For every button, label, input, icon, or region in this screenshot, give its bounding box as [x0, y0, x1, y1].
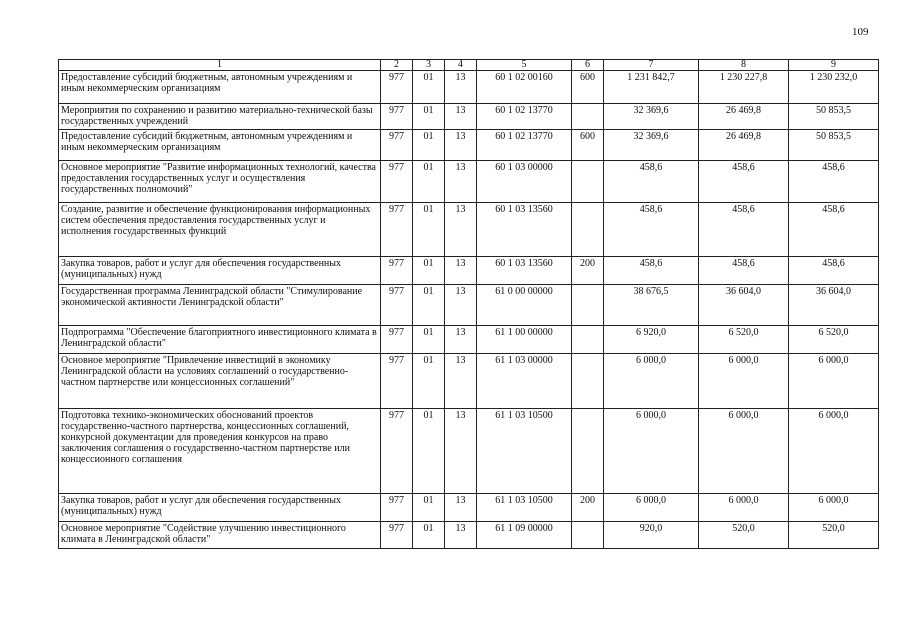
table-row [59, 285, 879, 326]
cell-section: 01 [413, 326, 445, 354]
cell-amount-8: 458,6 [699, 257, 789, 285]
cell-admin: 977 [381, 161, 413, 203]
cell-amount-9: 6 520,0 [789, 326, 879, 354]
cell-expense-type: 200 [572, 494, 604, 522]
cell-target-article: 61 1 09 00000 [477, 522, 572, 549]
cell-target-article: 61 0 00 00000 [477, 285, 572, 326]
cell-amount-9: 6 000,0 [789, 494, 879, 522]
column-header: 7 [604, 60, 699, 71]
cell-subsection: 13 [445, 104, 477, 130]
cell-admin: 977 [381, 257, 413, 285]
cell-amount-7: 458,6 [604, 203, 699, 257]
cell-amount-7: 6 000,0 [604, 354, 699, 409]
cell-section: 01 [413, 522, 445, 549]
cell-amount-9: 1 230 232,0 [789, 71, 879, 104]
table-row [59, 326, 879, 354]
cell-amount-9: 520,0 [789, 522, 879, 549]
column-header: 9 [789, 60, 879, 71]
table-row [59, 522, 879, 549]
row-name: Основное мероприятие "Развитие информационных технологий, качества предоставления государственных услуг и осуществления государственных полномочий" [59, 161, 381, 203]
cell-amount-7: 6 920,0 [604, 326, 699, 354]
cell-amount-8: 26 469,8 [699, 104, 789, 130]
cell-section: 01 [413, 71, 445, 104]
cell-expense-type: 600 [572, 130, 604, 161]
table-row [59, 130, 879, 161]
cell-admin: 977 [381, 326, 413, 354]
column-header: 5 [477, 60, 572, 71]
cell-admin: 977 [381, 203, 413, 257]
cell-subsection: 13 [445, 522, 477, 549]
cell-subsection: 13 [445, 71, 477, 104]
cell-amount-9: 6 000,0 [789, 409, 879, 494]
cell-amount-7: 32 369,6 [604, 130, 699, 161]
cell-amount-9: 458,6 [789, 257, 879, 285]
cell-target-article: 61 1 03 10500 [477, 494, 572, 522]
cell-amount-8: 6 000,0 [699, 409, 789, 494]
cell-section: 01 [413, 161, 445, 203]
table-row [59, 104, 879, 130]
column-header: 1 [59, 60, 381, 71]
row-name: Закупка товаров, работ и услуг для обеспечения государственных (муниципальных) нужд [59, 494, 381, 522]
cell-target-article: 61 1 00 00000 [477, 326, 572, 354]
cell-section: 01 [413, 494, 445, 522]
cell-target-article: 60 1 02 13770 [477, 104, 572, 130]
cell-expense-type [572, 409, 604, 494]
row-name: Основное мероприятие "Содействие улучшению инвестиционного климата в Ленинградской области" [59, 522, 381, 549]
table-row [59, 409, 879, 494]
cell-admin: 977 [381, 409, 413, 494]
column-header: 3 [413, 60, 445, 71]
cell-target-article: 60 1 03 13560 [477, 257, 572, 285]
column-header: 2 [381, 60, 413, 71]
cell-amount-9: 458,6 [789, 203, 879, 257]
cell-admin: 977 [381, 71, 413, 104]
cell-amount-8: 26 469,8 [699, 130, 789, 161]
budget-table [58, 59, 879, 549]
cell-amount-9: 6 000,0 [789, 354, 879, 409]
cell-amount-8: 6 520,0 [699, 326, 789, 354]
row-name: Предоставление субсидий бюджетным, автономным учреждениям и иным некоммерческим организациям [59, 130, 381, 161]
cell-section: 01 [413, 257, 445, 285]
cell-amount-8: 6 000,0 [699, 354, 789, 409]
cell-target-article: 60 1 03 00000 [477, 161, 572, 203]
cell-amount-9: 50 853,5 [789, 130, 879, 161]
cell-expense-type [572, 285, 604, 326]
cell-expense-type: 600 [572, 71, 604, 104]
cell-subsection: 13 [445, 203, 477, 257]
table-row [59, 161, 879, 203]
cell-section: 01 [413, 104, 445, 130]
cell-amount-8: 520,0 [699, 522, 789, 549]
cell-expense-type [572, 522, 604, 549]
row-name: Основное мероприятие "Привлечение инвестиций в экономику Ленинградской области на условиях соглашений о государственно-частном партнерстве или концессионных соглашений" [59, 354, 381, 409]
cell-admin: 977 [381, 285, 413, 326]
header-row [59, 60, 879, 71]
cell-amount-7: 38 676,5 [604, 285, 699, 326]
cell-section: 01 [413, 409, 445, 494]
cell-section: 01 [413, 203, 445, 257]
table-row [59, 203, 879, 257]
cell-amount-7: 6 000,0 [604, 494, 699, 522]
cell-amount-8: 6 000,0 [699, 494, 789, 522]
cell-amount-8: 1 230 227,8 [699, 71, 789, 104]
cell-admin: 977 [381, 130, 413, 161]
cell-expense-type [572, 104, 604, 130]
cell-subsection: 13 [445, 494, 477, 522]
cell-amount-7: 32 369,6 [604, 104, 699, 130]
cell-amount-7: 6 000,0 [604, 409, 699, 494]
cell-subsection: 13 [445, 130, 477, 161]
cell-expense-type [572, 354, 604, 409]
cell-amount-8: 458,6 [699, 203, 789, 257]
cell-subsection: 13 [445, 161, 477, 203]
cell-target-article: 60 1 02 00160 [477, 71, 572, 104]
cell-target-article: 61 1 03 00000 [477, 354, 572, 409]
cell-amount-8: 36 604,0 [699, 285, 789, 326]
cell-amount-7: 458,6 [604, 257, 699, 285]
row-name: Создание, развитие и обеспечение функционирования информационных систем обеспечения предоставления государственных услуг и исполнения государственных функций [59, 203, 381, 257]
cell-section: 01 [413, 285, 445, 326]
column-header: 8 [699, 60, 789, 71]
cell-amount-8: 458,6 [699, 161, 789, 203]
cell-subsection: 13 [445, 326, 477, 354]
cell-admin: 977 [381, 522, 413, 549]
table-row [59, 494, 879, 522]
cell-amount-7: 458,6 [604, 161, 699, 203]
row-name: Мероприятия по сохранению и развитию материально-технической базы государственных учреждений [59, 104, 381, 130]
column-header: 4 [445, 60, 477, 71]
cell-amount-9: 36 604,0 [789, 285, 879, 326]
cell-amount-9: 458,6 [789, 161, 879, 203]
row-name: Подготовка технико-экономических обоснований проектов государственно-частного партнерства, концессионных соглашений, конкурсной документации для проведения конкурсов на право заключения соглашения о государственно-частном партнерстве или концессионного соглашения [59, 409, 381, 494]
cell-expense-type [572, 203, 604, 257]
cell-section: 01 [413, 130, 445, 161]
cell-target-article: 60 1 02 13770 [477, 130, 572, 161]
cell-target-article: 61 1 03 10500 [477, 409, 572, 494]
cell-subsection: 13 [445, 257, 477, 285]
row-name: Подпрограмма "Обеспечение благоприятного инвестиционного климата в Ленинградской области" [59, 326, 381, 354]
page-number: 109 [852, 26, 869, 38]
cell-expense-type [572, 326, 604, 354]
cell-expense-type [572, 161, 604, 203]
row-name: Предоставление субсидий бюджетным, автономным учреждениям и иным некоммерческим организациям [59, 71, 381, 104]
cell-amount-7: 920,0 [604, 522, 699, 549]
cell-admin: 977 [381, 354, 413, 409]
cell-subsection: 13 [445, 285, 477, 326]
cell-subsection: 13 [445, 354, 477, 409]
cell-amount-9: 50 853,5 [789, 104, 879, 130]
cell-expense-type: 200 [572, 257, 604, 285]
cell-admin: 977 [381, 494, 413, 522]
cell-amount-7: 1 231 842,7 [604, 71, 699, 104]
table-row [59, 257, 879, 285]
column-header: 6 [572, 60, 604, 71]
row-name: Закупка товаров, работ и услуг для обеспечения государственных (муниципальных) нужд [59, 257, 381, 285]
cell-subsection: 13 [445, 409, 477, 494]
cell-section: 01 [413, 354, 445, 409]
cell-admin: 977 [381, 104, 413, 130]
row-name: Государственная программа Ленинградской области "Стимулирование экономической активности Ленинградской области" [59, 285, 381, 326]
table-row [59, 71, 879, 104]
table-row [59, 354, 879, 409]
cell-target-article: 60 1 03 13560 [477, 203, 572, 257]
